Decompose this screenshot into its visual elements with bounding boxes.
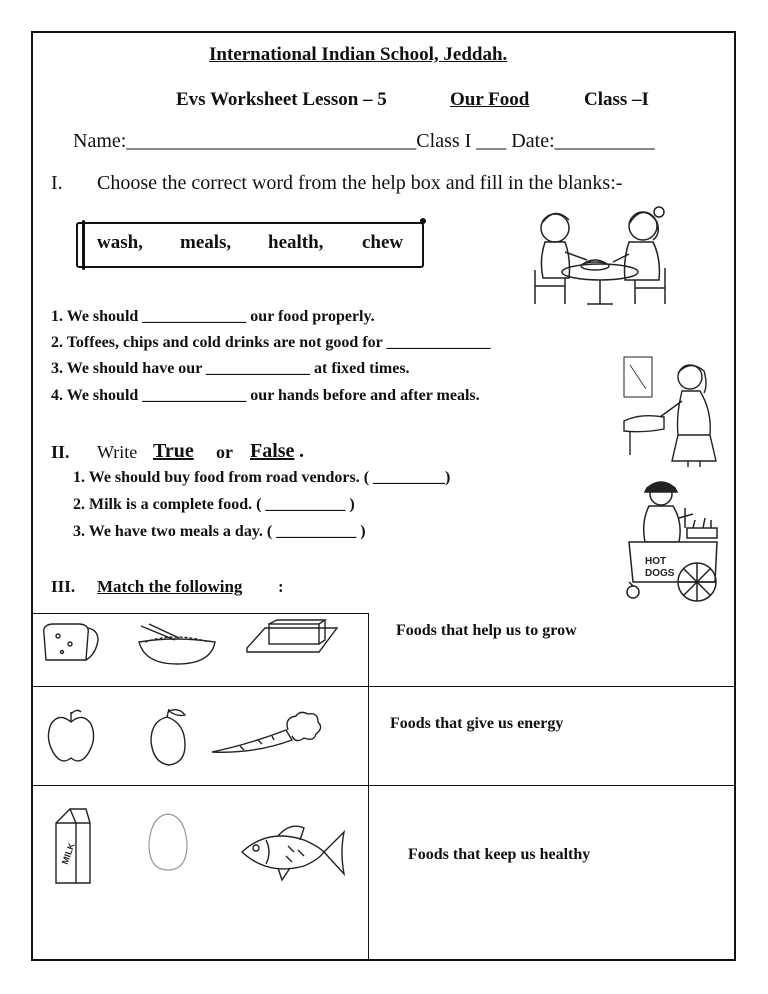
- class-label: Class –I: [584, 89, 649, 110]
- section-1-number: I.: [51, 172, 63, 194]
- section-3-number: III.: [51, 577, 76, 596]
- milk-carton-icon: [50, 805, 96, 887]
- fill-blank-question[interactable]: 1. We should _____________ our food properly.: [51, 308, 375, 325]
- hot-dog-vendor-illustration: [623, 478, 733, 606]
- true-false-question[interactable]: 1. We should buy food from road vendors. ( _________): [73, 469, 451, 486]
- true-false-question[interactable]: 3. We have two meals a day. ( __________ ): [73, 523, 366, 540]
- table-divider: [33, 613, 369, 614]
- mango-icon: [145, 705, 191, 769]
- true-false-question[interactable]: 2. Milk is a complete food. ( __________ ): [73, 496, 355, 513]
- help-word: wash,: [97, 232, 143, 253]
- match-category-energy: Foods that give us energy: [390, 715, 564, 732]
- student-info-line[interactable]: Name:_____________________________Class I ___ Date:__________: [73, 130, 655, 152]
- false-word: False: [250, 440, 295, 462]
- match-category-grow: Foods that help us to grow: [396, 622, 577, 639]
- carrot-icon: [210, 710, 325, 758]
- svg-text:HOT: HOT: [645, 556, 667, 567]
- section-3-title: Match the following: [97, 577, 243, 596]
- apple-icon: [45, 708, 97, 766]
- section-2-write: Write: [97, 442, 138, 462]
- match-category-healthy: Foods that keep us healthy: [408, 846, 591, 863]
- section-2-period: .: [299, 440, 304, 462]
- true-word: True: [153, 440, 194, 462]
- or-word: or: [216, 442, 233, 462]
- fill-blank-question[interactable]: 4. We should _____________ our hands before and after meals.: [51, 387, 480, 404]
- children-eating-illustration: [525, 200, 675, 310]
- svg-text:MILK: MILK: [59, 841, 77, 866]
- girl-washing-hands-illustration: [620, 355, 725, 470]
- help-word: chew: [362, 232, 404, 253]
- section-2-number: II.: [51, 442, 70, 462]
- topic-title: Our Food: [450, 89, 530, 110]
- help-word: meals,: [180, 232, 232, 253]
- section-1-instruction: Choose the correct word from the help box and fill in the blanks:-: [97, 172, 623, 194]
- butter-icon: [245, 618, 340, 658]
- bread-icon: [38, 620, 104, 668]
- egg-icon: [145, 810, 191, 874]
- noodle-bowl-icon: [135, 622, 220, 668]
- svg-text:DOGS: DOGS: [645, 568, 675, 579]
- school-title: International Indian School, Jeddah.: [209, 44, 508, 65]
- fish-icon: [238, 818, 350, 888]
- fill-blank-question[interactable]: 3. We should have our _____________ at fixed times.: [51, 360, 410, 377]
- table-divider: [33, 785, 734, 786]
- worksheet-title: Evs Worksheet Lesson – 5: [176, 89, 387, 110]
- table-column-divider: [368, 613, 369, 959]
- fill-blank-question[interactable]: 2. Toffees, chips and cold drinks are not good for _____________: [51, 334, 491, 351]
- help-word: health,: [268, 232, 324, 253]
- section-3-colon: :: [278, 577, 284, 596]
- table-divider: [33, 686, 734, 687]
